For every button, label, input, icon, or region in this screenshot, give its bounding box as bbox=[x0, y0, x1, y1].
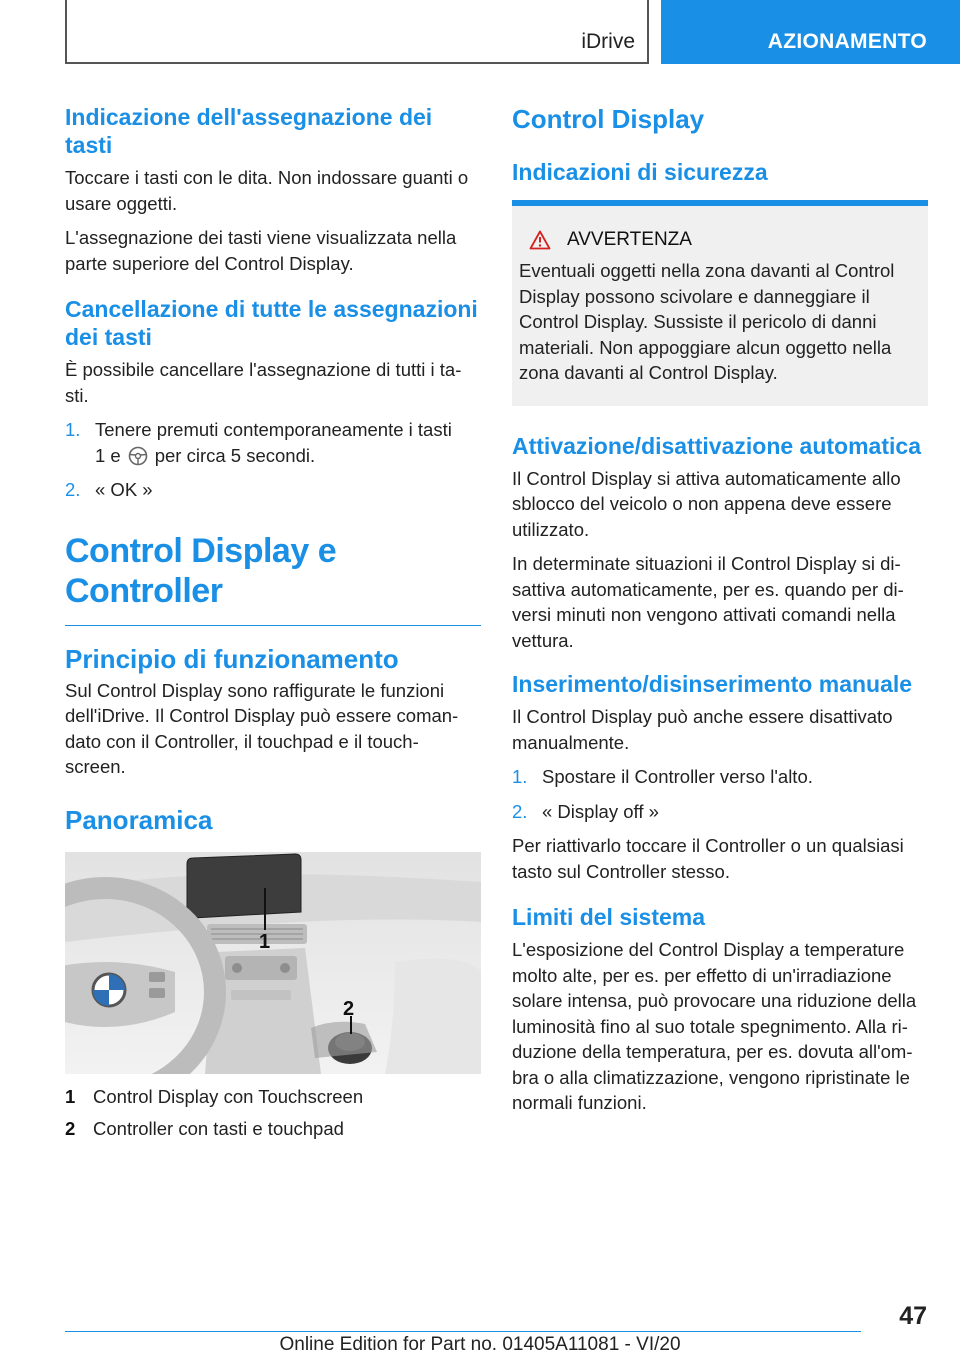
header-section-label: iDrive bbox=[581, 30, 635, 53]
legend-number: 1 bbox=[65, 1085, 76, 1107]
paragraph-limits: L'esposizione del Control Display a temperature molto alte, per es. per effetto di un'irradiazione solare intensa, può provocare una riduzione della luminosità fino al suo totale spegnimento. Alla ri‐ duzione della temperatura, per es. dovuta all'om‐ bra o alla climatizzazione, vengono ripristinate le normali funzioni. bbox=[512, 939, 917, 1113]
heading-safety: Indicazioni di sicurezza bbox=[512, 159, 768, 185]
heading-principle: Principio di funzionamento bbox=[65, 643, 399, 674]
list-item bbox=[65, 477, 481, 503]
step-number: 2. bbox=[512, 800, 528, 822]
legend-text: Control Display con Touchscreen bbox=[93, 1085, 364, 1107]
paragraph-principle: Sul Control Display sono raffigurate le funzioni dell'iDrive. Il Control Display può essere coman‐ dato con il Controller, il touchpad e il touch‐ screen. bbox=[65, 679, 459, 777]
steering-wheel-button-icon bbox=[127, 445, 149, 467]
heading-manual: Inserimento/disinserimento manuale bbox=[512, 671, 913, 697]
heading-limits: Limiti del sistema bbox=[512, 904, 706, 930]
warning-title: AVVERTENZA bbox=[567, 229, 692, 250]
paragraph-cancel-assignments: È possibile cancellare l'assegnazione di tutti i ta‐ sti. bbox=[65, 359, 462, 406]
heading-key-assignment: Indicazione dell'assegnazione dei tasti bbox=[65, 104, 433, 158]
section-divider bbox=[65, 625, 481, 626]
step-text: « OK » bbox=[95, 479, 153, 500]
legend-item bbox=[65, 1116, 481, 1142]
manual-steps-list bbox=[512, 764, 928, 824]
warning-title-row bbox=[519, 228, 920, 252]
header-chapter-label: AZIONAMENTO bbox=[767, 30, 927, 53]
warning-text: Eventuali oggetti nella zona davanti al Control Display possono scivolare e danneggiare il Control Display. Sussiste il pericolo di danni materiali. Non appoggiare alcun oggetto nella zona davanti al Control Display. bbox=[519, 260, 895, 383]
legend-number: 2 bbox=[65, 1118, 76, 1139]
step-text: Spostare il Controller verso l'alto. bbox=[542, 766, 813, 787]
list-item bbox=[512, 764, 928, 790]
heading-auto-activation: Attivazione/disattivazione automatica bbox=[512, 432, 921, 459]
step-number: 1. bbox=[512, 766, 528, 787]
page-number: 47 bbox=[899, 1302, 927, 1330]
heading-display-controller: Control Display e Controller bbox=[65, 531, 337, 610]
paragraph-key-assignment-1: Toccare i tasti con le dita. Non indossare guanti o usare oggetti. bbox=[65, 167, 469, 214]
warning-box bbox=[512, 206, 928, 406]
left-column bbox=[65, 100, 481, 1142]
callout-1: 1 bbox=[259, 930, 271, 953]
step-text: Tenere premuti contemporaneamente i tasti 1 e per circa 5 secondi. bbox=[95, 419, 452, 466]
footer-edition: Online Edition for Part no. 01405A11081 - VI/20 bbox=[279, 1334, 681, 1355]
legend-text: Controller con tasti e touchpad bbox=[93, 1118, 344, 1139]
paragraph-manual: Il Control Display può anche essere disattivato manualmente. bbox=[512, 706, 893, 753]
heading-overview: Panoramica bbox=[65, 804, 213, 835]
paragraph-key-assignment-2: L'assegnazione dei tasti viene visualizzata nella parte superiore del Control Display. bbox=[65, 227, 457, 274]
heading-control-display: Control Display bbox=[512, 104, 705, 134]
paragraph-reactivate: Per riattivarlo toccare il Controller o un qualsiasi tasto sul Controller stesso. bbox=[512, 835, 904, 882]
dashboard-illustration bbox=[65, 852, 481, 1074]
heading-cancel-assignments: Cancellazione di tutte le assegnazioni dei tasti bbox=[65, 296, 478, 350]
step-text: « Display off » bbox=[542, 800, 659, 822]
paragraph-auto-2: In determinate situazioni il Control Display si di‐ sattiva automaticamente, per es. quando per di‐ versi minuti non vengono attivati comandi nella vettura. bbox=[512, 553, 904, 651]
list-item bbox=[65, 417, 481, 468]
step-number: 2. bbox=[65, 479, 81, 500]
dashboard-drawing bbox=[65, 852, 481, 1074]
header-section-tab bbox=[65, 0, 649, 64]
paragraph-auto-1: Il Control Display si attiva automaticamente allo sblocco del veicolo o non appena deve essere utilizzato. bbox=[512, 467, 901, 540]
step-number: 1. bbox=[65, 419, 81, 440]
legend-item bbox=[65, 1084, 481, 1110]
list-item bbox=[512, 799, 928, 825]
callout-2: 2 bbox=[343, 997, 355, 1020]
header-chapter-tab bbox=[661, 0, 960, 64]
right-column bbox=[512, 100, 928, 1116]
warning-triangle-icon bbox=[529, 230, 551, 250]
footer-divider bbox=[65, 1331, 861, 1332]
cancel-steps-list bbox=[65, 417, 481, 503]
